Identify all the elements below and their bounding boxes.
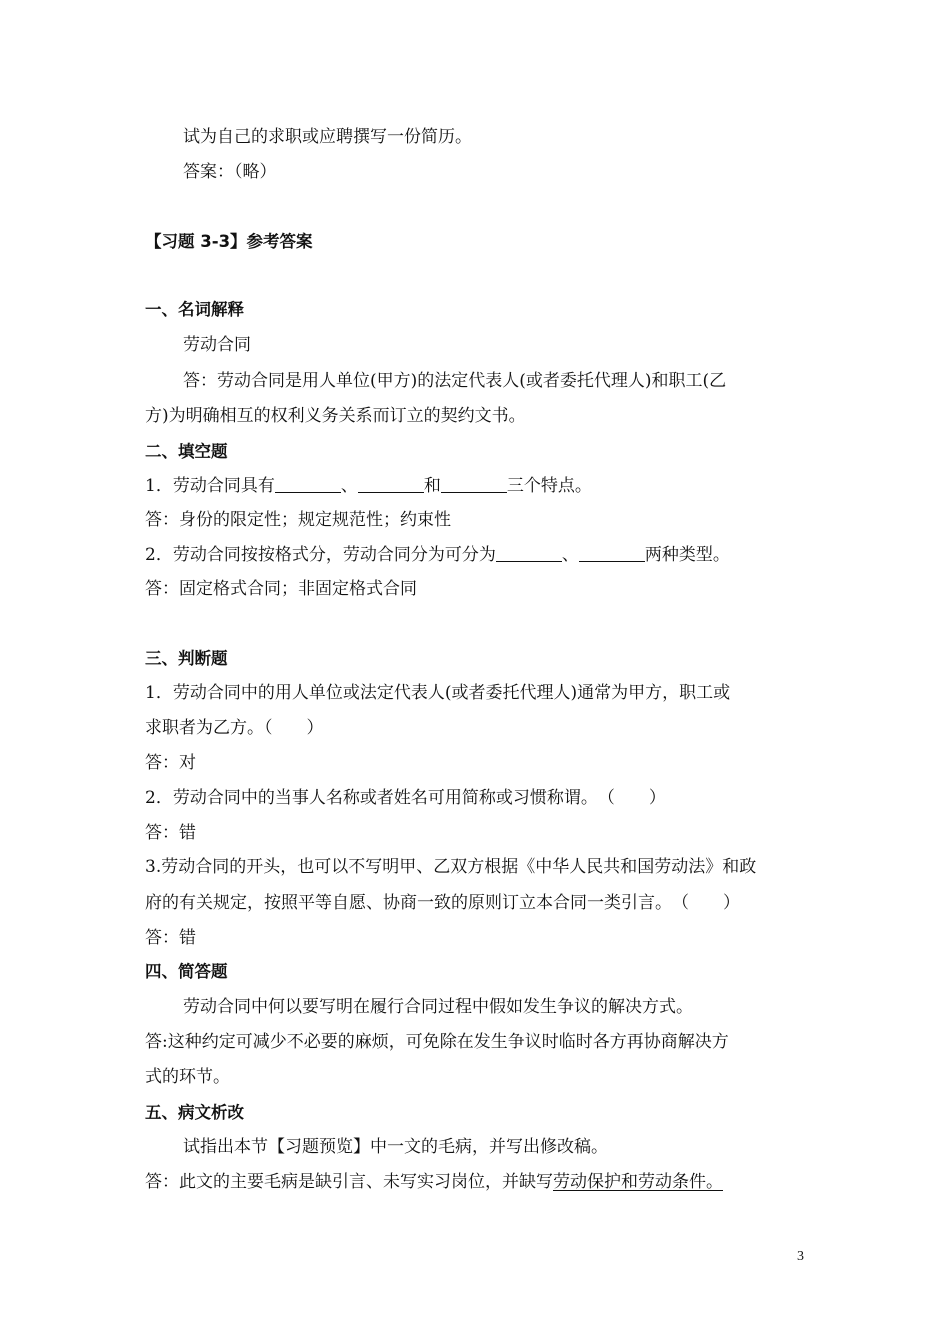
s1-answer-line1: 答：劳动合同是用人单位(甲方)的法定代表人(或者委托代理人)和职工(乙 <box>183 371 727 391</box>
q2-text-b: 、 <box>561 545 579 565</box>
s5-answer-text: 答：此文的主要毛病是缺引言、未写实习岗位，并缺写 <box>145 1172 553 1192</box>
s5-heading: 五、病文析改 <box>145 1103 244 1122</box>
s5-answer <box>145 1170 723 1194</box>
s5-answer-underlined: 劳动保护和劳动条件。 <box>553 1172 723 1192</box>
resume-answer: 答案：（略） <box>183 162 277 182</box>
s3-answer1: 答：对 <box>145 753 196 773</box>
blank <box>579 543 645 562</box>
s3-question1-line2: 求职者为乙方。（ ） <box>145 718 324 738</box>
blank <box>275 474 341 493</box>
s3-answer2: 答：错 <box>145 823 196 843</box>
blank <box>441 474 507 493</box>
s2-answer1: 答：身份的限定性；规定规范性；约束性 <box>145 510 451 530</box>
s4-heading: 四、简答题 <box>145 962 228 981</box>
q2-text-a: 2．劳动合同按按格式分，劳动合同分为可分为 <box>145 545 496 565</box>
s4-answer-line1: 答:这种约定可减少不必要的麻烦，可免除在发生争议时临时各方再协商解决方 <box>145 1032 729 1052</box>
blank <box>358 474 424 493</box>
s4-answer-line2: 式的环节。 <box>145 1067 230 1087</box>
s3-question1-line1: 1．劳动合同中的用人单位或法定代表人(或者委托代理人)通常为甲方，职工或 <box>145 683 731 703</box>
s2-heading: 二、填空题 <box>145 442 228 461</box>
page-number: 3 <box>797 1249 804 1264</box>
s1-heading: 一、名词解释 <box>145 300 244 319</box>
s3-answer3: 答：错 <box>145 928 196 948</box>
q1-text-d: 三个特点。 <box>506 476 592 496</box>
s3-heading: 三、判断题 <box>145 649 228 668</box>
s3-question2: 2．劳动合同中的当事人名称或者姓名可用简称或习惯称谓。 （ ） <box>145 788 666 808</box>
s3-question3-line1: 3.劳动合同的开头，也可以不写明甲、乙双方根据《中华人民共和国劳动法》和政 <box>145 857 757 877</box>
q1-text-c: 和 <box>423 476 441 496</box>
blank <box>496 543 562 562</box>
resume-task: 试为自己的求职或应聘撰写一份简历。 <box>183 127 472 147</box>
q1-text-b: 、 <box>340 476 358 496</box>
s5-question: 试指出本节【习题预览】中一文的毛病，并写出修改稿。 <box>183 1137 608 1157</box>
s1-term: 劳动合同 <box>183 335 251 355</box>
s3-question3-line2: 府的有关规定，按照平等自愿、协商一致的原则订立本合同一类引言。 （ ） <box>145 893 740 913</box>
s2-answer2: 答：固定格式合同；非固定格式合同 <box>145 579 417 599</box>
s1-answer-line2: 方)为明确相互的权利义务关系而订立的契约文书。 <box>145 406 526 426</box>
s4-question: 劳动合同中何以要写明在履行合同过程中假如发生争议的解决方式。 <box>183 997 693 1017</box>
q2-text-c: 两种类型。 <box>644 545 730 565</box>
exercise-title: 【习题 3-3】参考答案 <box>145 232 313 251</box>
q1-text-a: 1．劳动合同具有 <box>145 476 275 496</box>
s2-question2 <box>145 543 730 567</box>
s2-question1 <box>145 474 592 498</box>
